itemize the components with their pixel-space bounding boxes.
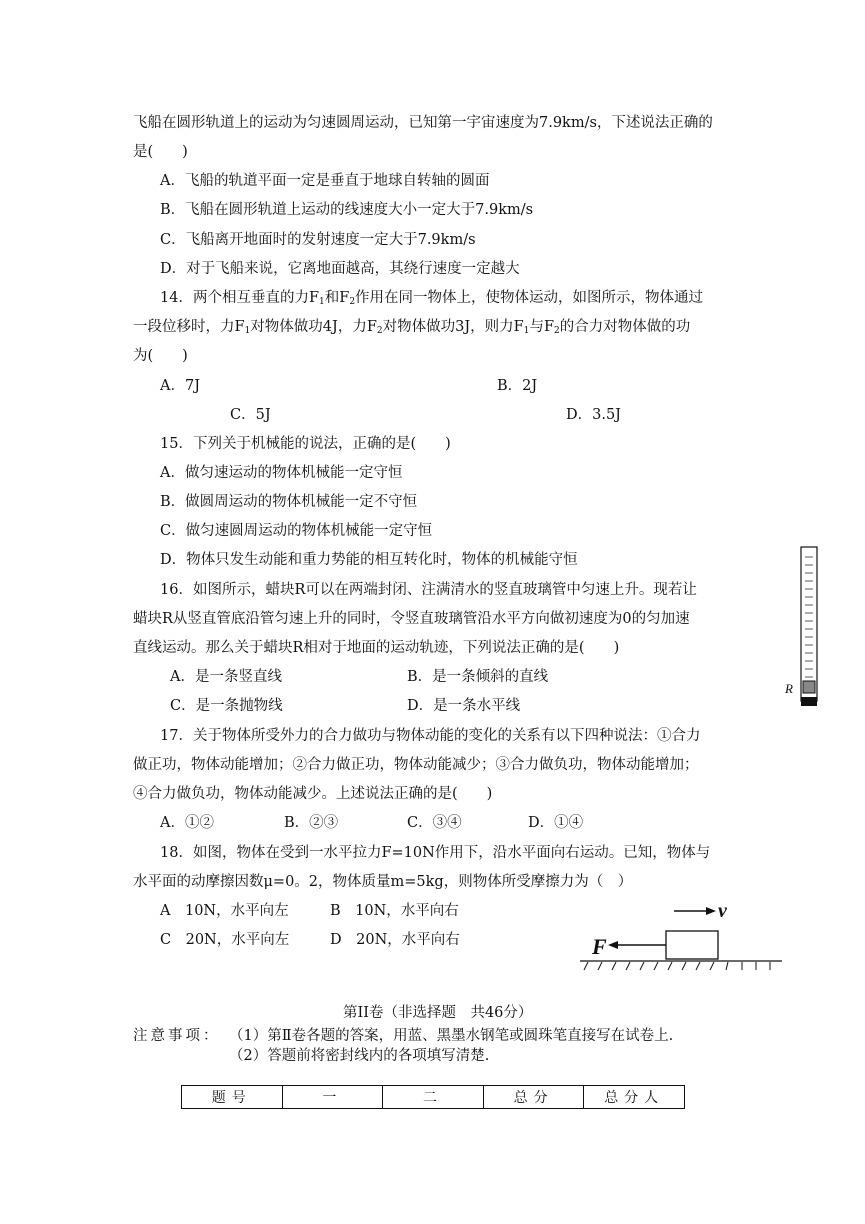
score-header-grader: 总分人	[584, 1086, 685, 1109]
q13-option-b: B．飞船在圆形轨道上运动的线速度大小一定大于7.9km/s	[160, 202, 534, 218]
wax-block-r	[803, 681, 815, 693]
q17-stem-line2: 做正功，物体动能增加；②合力做正功，物体动能减少；③合力做负功，物体动能增加；	[133, 757, 699, 773]
q15-option-d: D．物体只发生动能和重力势能的相互转化时，物体的机械能守恒	[160, 552, 578, 568]
q17-option-a: A．①②	[160, 815, 214, 831]
q18-option-d: D 20N，水平向右	[330, 932, 460, 948]
q18-option-a: A 10N，水平向左	[160, 903, 289, 919]
q14-text: 与F	[529, 319, 555, 335]
block-friction-figure	[576, 898, 786, 978]
q17-option-c: C．③④	[407, 815, 462, 831]
block	[666, 931, 718, 959]
q13-option-c: C．飞船离开地面时的发射速度一定大于7.9km/s	[160, 232, 476, 248]
glass-tube-figure	[782, 543, 822, 713]
q14-subscript: 2	[376, 326, 383, 336]
score-header-part-one: 一	[282, 1086, 383, 1109]
q18-option-b: B 10N，水平向右	[330, 903, 459, 919]
q13-stem-line2: 是( )	[133, 144, 188, 160]
q14-subscript: 2	[349, 297, 356, 307]
notice-item-2: （2）答题前将密封线内的各项填写清楚.	[229, 1048, 490, 1064]
q14-text: 14．两个相互垂直的力F	[160, 290, 320, 306]
score-header-question-number: 题号	[182, 1086, 283, 1109]
q17-stem-line3: ④合力做负功，物体动能减少。上述说法正确的是( )	[133, 786, 493, 802]
q18-option-c: C 20N，水平向左	[160, 932, 290, 948]
q14-text: 的合力对物体做的功	[559, 319, 691, 335]
q15-option-a: A．做匀速运动的物体机械能一定守恒	[160, 465, 403, 481]
score-header-total: 总分	[483, 1086, 584, 1109]
q17-option-d: D．①④	[528, 815, 584, 831]
q13-option-a: A．飞船的轨道平面一定是垂直于地球自转轴的圆面	[160, 173, 490, 189]
q16-option-c: C．是一条抛物线	[170, 698, 283, 714]
q14-option-a: A．7J	[160, 378, 201, 394]
q14-subscript: 2	[554, 326, 560, 336]
notice-item-1: （1）第Ⅱ卷各题的答案，用蓝、黑墨水钢笔或圆珠笔直接写在试卷上.	[229, 1028, 674, 1044]
force-label: F	[592, 934, 607, 959]
notice-label: 注意事项：	[133, 1028, 221, 1044]
q14-option-d: D．3.5J	[566, 407, 621, 423]
q14-text: 一段位移时，力F	[133, 319, 245, 335]
q16-option-b: B．是一条倾斜的直线	[407, 669, 549, 685]
q14-subscript: 1	[244, 326, 251, 336]
q16-option-d: D．是一条水平线	[407, 698, 521, 714]
q14-text: 对物体做功4J，力F	[250, 319, 377, 335]
q14-stem-line1	[160, 289, 703, 311]
q14-text: 对物体做功3J，则力F	[382, 319, 524, 335]
q17-option-b: B．②③	[284, 815, 339, 831]
q14-stem-line2	[133, 318, 690, 340]
q18-stem-line1: 18．如图，物体在受到一水平拉力F=10N作用下，沿水平面向右运动。已知，物体与	[160, 845, 711, 861]
q15-option-b: B．做圆周运动的物体机械能一定不守恒	[160, 494, 418, 510]
q14-text: 作用在同一物体上，使物体运动，如图所示，物体通过	[355, 290, 704, 306]
q14-stem-line3: 为( )	[133, 348, 188, 364]
wax-block-label: R	[785, 681, 793, 696]
q14-text: 和F	[324, 290, 350, 306]
q13-stem-line1: 飞船在圆形轨道上的运动为匀速圆周运动，已知第一宇宙速度为7.9km/s，下述说法正确的	[133, 115, 713, 131]
q15-option-c: C．做匀速圆周运动的物体机械能一定守恒	[160, 523, 433, 539]
score-table	[181, 1085, 685, 1109]
q14-subscript: 1	[523, 326, 530, 336]
q14-option-b: B．2J	[497, 378, 538, 394]
q16-stem-line1: 16．如图所示，蜡块R可以在两端封闭、注满清水的竖直玻璃管中匀速上升。现若让	[160, 582, 697, 598]
q16-stem-line3: 直线运动。那么关于蜡块R相对于地面的运动轨迹，下列说法正确的是( )	[133, 640, 620, 656]
q14-subscript: 1	[319, 297, 325, 307]
q16-option-a: A．是一条竖直线	[170, 669, 282, 685]
q13-option-d: D．对于飞船来说，它离地面越高，其绕行速度一定越大	[160, 261, 520, 277]
q17-stem-line1: 17．关于物体所受外力的合力做功与物体动能的变化的关系有以下四种说法：①合力	[160, 728, 701, 744]
q16-stem-line2: 蜡块R从竖直管底沿管匀速上升的同时，令竖直玻璃管沿水平方向做初速度为0的匀加速	[133, 611, 690, 627]
q15-stem: 15．下列关于机械能的说法，正确的是( )	[160, 436, 451, 452]
q18-stem-line2: 水平面的动摩擦因数μ=0。2，物体质量m=5kg，则物体所受摩擦力为（ ）	[133, 874, 633, 890]
section2-title: 第II卷（非选择题 共46分）	[343, 1005, 533, 1021]
velocity-label: v	[718, 900, 727, 922]
q14-option-c: C．5J	[230, 407, 271, 423]
score-header-part-two: 二	[383, 1086, 484, 1109]
